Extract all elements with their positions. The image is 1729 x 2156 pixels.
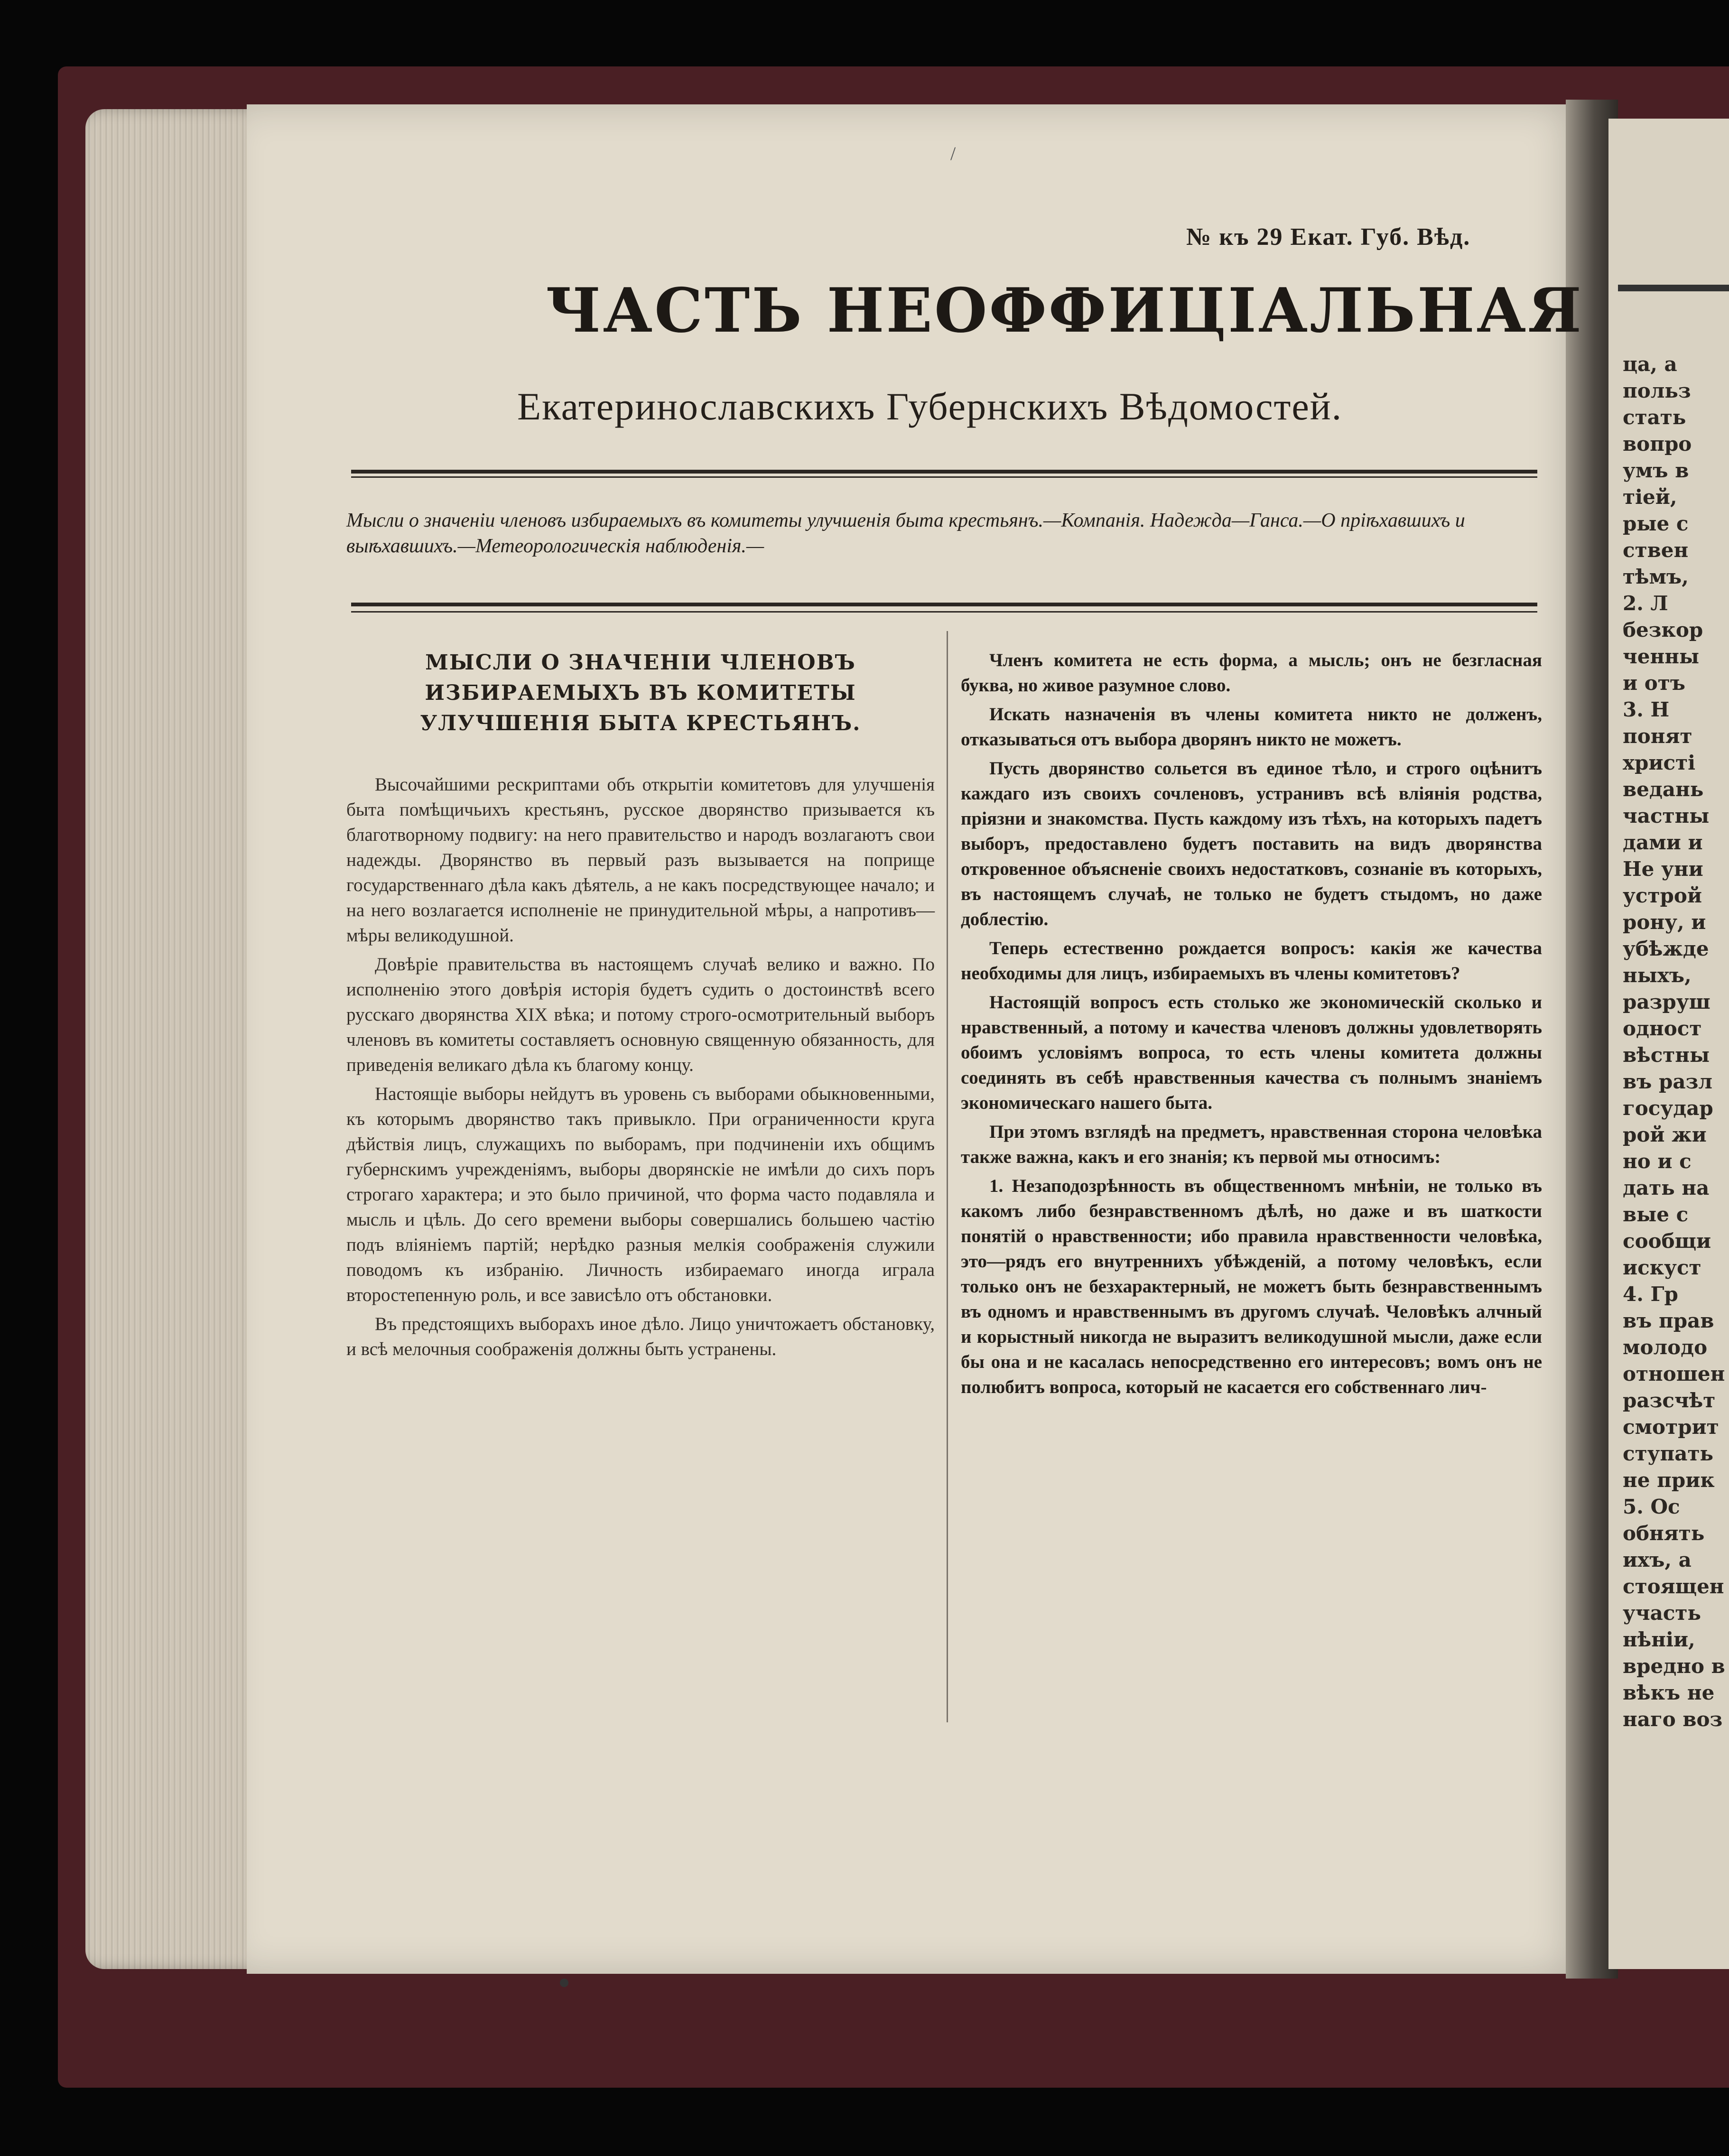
adjacent-page-line: 5. Ос <box>1623 1495 1680 1518</box>
adjacent-page-line: польз <box>1623 379 1691 402</box>
adjacent-page-line: вредно в <box>1623 1654 1725 1678</box>
article-paragraph: Членъ комитета не есть форма, а мысль; онъ не безгласная буква, но живое разумное слово. <box>961 650 1542 696</box>
adjacent-page-line: разруш <box>1623 990 1710 1013</box>
page-subtitle: Екатеринославскихъ Губернскихъ Вѣдомостей. <box>517 385 1343 428</box>
adjacent-page-line: ца, а <box>1623 353 1677 376</box>
contents-rule <box>351 603 1537 613</box>
adjacent-page-line: не прик <box>1623 1468 1715 1492</box>
adjacent-page-line: дать на <box>1623 1176 1710 1199</box>
adjacent-page-line: вѣкъ не <box>1623 1681 1715 1704</box>
page-title: ЧАСТЬ НЕОФФИЦІАЛЬНАЯ <box>546 275 1583 346</box>
adjacent-page-line: искуст <box>1623 1256 1701 1279</box>
adjacent-page-line: и отъ <box>1623 671 1686 695</box>
article-paragraph: Пусть дворянство сольется въ единое тѣло, и строго оцѣнитъ каждаго изъ своихъ сочленовъ, устранивъ всѣ вліянія родства, пріязни и знакомства. Пусть каждому изъ тѣхъ, на которыхъ падетъ выборъ, предоставлено будетъ поставить на видъ дворянства откровенное объясненіе своихъ недостатковъ, сознаніе въ которыхъ, въ настоящемъ случаѣ, не только не будетъ стыдомъ, но даже доблестію. <box>961 758 1542 929</box>
adjacent-page-line: отношен <box>1623 1362 1725 1385</box>
adjacent-page <box>1608 119 1729 1969</box>
article-paragraph: Искать назначенія въ члены комитета никто не долженъ, отказываться отъ выбора дворянъ никто не можетъ. <box>961 704 1542 750</box>
adjacent-page-line: безкор <box>1623 618 1703 641</box>
article-paragraph: Настоящій вопросъ есть столько же экономическій сколько и нравственный, а потому и качества членовъ должны удовлетворять обоимъ условіямъ вопроса, то есть члены комитета должны соединять въ себѣ нравственныя качества съ полнымъ знаніемъ экономическаго нашего быта. <box>961 992 1542 1113</box>
article-paragraph: Настоящіе выборы нейдутъ въ уровень съ выборами обыкновенными, къ которымъ дворянство такъ привыкло. При ограниченности круга дѣйствія лицъ, служащихъ по выборамъ, при подчиненіи ихъ общимъ губернскимъ учрежденіямъ, выборы дворянскіе не имѣли до сихъ поръ строгаго характера; и это было причиной, что форма часто подавляла и мысль и цѣль. До сего времени выборы совершались большею частію подъ вліяніемъ партій; нерѣдко разныя мелкія соображенія служили поводомъ къ избранію. Личность избираемаго иногда играла второстепенную роль, и все зависѣло отъ обстановки. <box>346 1084 935 1305</box>
adjacent-page-line: ченны <box>1623 645 1700 668</box>
article-paragraph: Высочайшими рескриптами объ открытіи комитетовъ для улучшенія быта помѣщичьихъ крестьянъ, русское дворянство призывается къ благотворному подвигу: на него правительство и народъ возлагаютъ свои надежды. Дворянство въ первый разъ вызывается на поприще государственнаго дѣла какъ дѣятель, а не какъ посредствующее начало; и на него возлагается исполненіе не принудительной мѣры, а напротивъ—мѣры великодушной. <box>346 774 935 946</box>
adjacent-page-line: смотрит <box>1623 1415 1719 1439</box>
adjacent-page-line: стать <box>1623 406 1686 429</box>
adjacent-page-line: вѣстны <box>1623 1043 1710 1067</box>
adjacent-page-text <box>1623 351 1725 1733</box>
adjacent-page-line: Не уни <box>1623 857 1703 881</box>
adjacent-page-line: ихъ, а <box>1623 1548 1692 1571</box>
article-paragraph: Въ предстоящихъ выборахъ иное дѣло. Лицо уничтожаетъ обстановку, и всѣ мелочныя соображенія должны быть устранены. <box>346 1314 935 1359</box>
article-right-column <box>961 648 1542 1403</box>
adjacent-page-line: стоящен <box>1623 1575 1724 1598</box>
adjacent-page-line: убѣжде <box>1623 937 1709 960</box>
right-paragraphs <box>961 648 1542 1400</box>
page-edges <box>85 109 261 1969</box>
adjacent-page-line: но и с <box>1623 1150 1692 1173</box>
stray-mark: / <box>950 143 956 164</box>
adjacent-page-line: ступать <box>1623 1442 1713 1465</box>
column-divider <box>947 631 948 1722</box>
adjacent-page-line: устрой <box>1623 884 1702 907</box>
adjacent-page-line: въ прав <box>1623 1309 1714 1332</box>
title-rule <box>351 470 1537 478</box>
adjacent-page-line: вопро <box>1623 432 1692 455</box>
adjacent-page-rule <box>1618 285 1729 291</box>
adjacent-page-line: государ <box>1623 1097 1713 1120</box>
adjacent-page-line: обнять <box>1623 1522 1705 1545</box>
adjacent-page-line: христі <box>1623 751 1696 774</box>
adjacent-page-line: вые с <box>1623 1203 1689 1226</box>
adjacent-page-line: ствен <box>1623 539 1689 562</box>
adjacent-page-line: одност <box>1623 1017 1702 1040</box>
adjacent-page-line: умъ в <box>1623 459 1689 482</box>
adjacent-page-line: понят <box>1623 725 1692 748</box>
adjacent-page-line: сообщи <box>1623 1229 1711 1253</box>
adjacent-page-line: разсчѣт <box>1623 1389 1716 1412</box>
issue-reference: № къ 29 Екат. Губ. Вѣд. <box>1186 223 1471 251</box>
adjacent-page-line: 4. Гр <box>1623 1282 1678 1306</box>
article-paragraph: Довѣріе правительства въ настоящемъ случаѣ велико и важно. По исполненію этого довѣрія исторія будетъ судить о достоинствѣ всего русскаго дворянства XIX вѣка; и потому строго-осмотрительный выборъ членовъ въ комитеты составляетъ основную священную обязанность, для приведенія великаго дѣла къ благому концу. <box>346 954 935 1075</box>
adjacent-page-line: нѣніи, <box>1623 1628 1695 1651</box>
ink-dot <box>560 1979 568 1987</box>
contents-line: Мысли о значеніи членовъ избираемыхъ въ комитеты улучшенія быта крестьянъ.—Компанія. Надежда—Ганса.—О пріѣхавшихъ и выѣхавшихъ.—Метеорологическія наблюденія.— <box>346 510 1465 557</box>
article-left-column <box>346 648 935 1366</box>
adjacent-page-line: ведань <box>1623 778 1704 801</box>
adjacent-page-line: участь <box>1623 1601 1701 1625</box>
adjacent-page-line: рые с <box>1623 512 1689 535</box>
adjacent-page-line: 3. Н <box>1623 698 1670 721</box>
article-paragraph: Теперь естественно рождается вопросъ: какія же качества необходимы для лицъ, избираемыхъ въ члены комитетовъ? <box>961 938 1542 984</box>
article-paragraph: 1. Незаподозрѣнность въ общественномъ мнѣніи, не только въ какомъ либо безнравственномъ дѣлѣ, но даже и въ шаткости понятій о нравственности; ибо правила нравственности человѣка, это—рядъ его внутреннихъ убѣжденій, а потому человѣкъ, если только онъ не безхарактерный, не можетъ быть безнравственнымъ въ одномъ и нравственнымъ въ другомъ случаѣ. Человѣкъ алчный и корыстный никогда не выразитъ великодушной мысли, даже если бы она и не касалась непосредственно его интересовъ; вомъ онъ не полюбитъ вопроса, который не касается его собственнаго лич- <box>961 1176 1542 1397</box>
adjacent-page-line: молодо <box>1623 1336 1708 1359</box>
adjacent-page-line: частны <box>1623 804 1710 827</box>
adjacent-page-line: рой жи <box>1623 1123 1707 1146</box>
adjacent-page-line: въ разл <box>1623 1070 1713 1093</box>
left-paragraphs <box>346 772 935 1362</box>
adjacent-page-line: рону, и <box>1623 911 1706 934</box>
adjacent-page-line: наго воз <box>1623 1708 1723 1731</box>
adjacent-page-line: дами и <box>1623 831 1703 854</box>
article-paragraph: При этомъ взглядѣ на предметъ, нравственная сторона человѣка также важна, какъ и его знанія; къ первой мы относимъ: <box>961 1122 1542 1167</box>
adjacent-page-line: ныхъ, <box>1623 964 1692 987</box>
adjacent-page-line: тіей, <box>1623 485 1677 509</box>
adjacent-page-line: 2. Л <box>1623 592 1668 615</box>
article-heading: МЫСЛИ О ЗНАЧЕНІИ ЧЛЕНОВЪ ИЗБИРАЕМЫХЪ ВЪ КОМИТЕТЫ УЛУЧШЕНІЯ БЫТА КРЕСТЬЯНЪ. <box>420 651 861 735</box>
adjacent-page-line: тѣмъ, <box>1623 565 1689 588</box>
